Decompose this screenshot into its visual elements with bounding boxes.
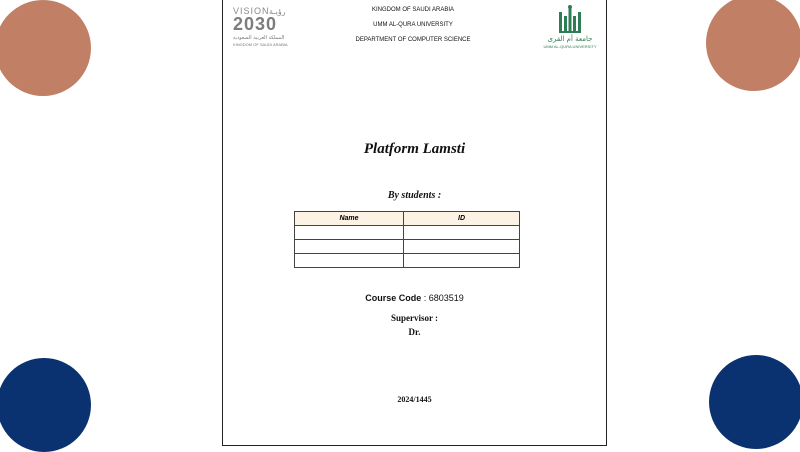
uqu-arabic-name: جامعة أم القرى (547, 35, 593, 43)
decor-circle-top-left (0, 0, 91, 96)
course-code-value: 6803519 (428, 293, 464, 303)
header-kingdom: KINGDOM OF SAUDI ARABIA (371, 7, 454, 13)
table-row (295, 254, 520, 268)
uqu-emblem-icon (557, 4, 583, 34)
column-header-id: ID (404, 212, 520, 226)
document-year: 2024/1445 (397, 395, 432, 404)
uqu-logo (537, 4, 603, 48)
table-row (295, 226, 520, 240)
by-students-heading: By students : (387, 190, 442, 201)
student-name-cell (295, 226, 404, 240)
column-header-name: Name (295, 212, 404, 226)
students-table (294, 211, 520, 268)
table-row (295, 240, 520, 254)
vision-arabic: رؤيـة (269, 7, 286, 16)
document-title: Platform Lamsti (363, 141, 466, 157)
course-code-line (223, 293, 606, 303)
vision-year: 2030 (233, 14, 278, 34)
decor-circle-top-right (706, 0, 800, 91)
header-department: DEPARTMENT OF COMPUTER SCIENCE (355, 37, 471, 43)
course-code-label: Course Code (365, 293, 422, 303)
vision-word: VISION (233, 6, 270, 16)
document-page (222, 0, 607, 446)
student-id-cell (404, 226, 520, 240)
decor-circle-bottom-left (0, 358, 91, 452)
vision-2030-logo (233, 6, 297, 48)
student-id-cell (404, 240, 520, 254)
document-header (313, 6, 513, 51)
vision-subtitle-arabic: المملكة العربية السعودية (233, 35, 285, 41)
supervisor-label: Supervisor : (390, 313, 439, 323)
student-name-cell (295, 240, 404, 254)
supervisor-name: Dr. (408, 327, 421, 337)
student-name-cell (295, 254, 404, 268)
header-university: UMM AL-QURA UNIVERSITY (373, 22, 453, 28)
uqu-english-name: UMM AL-QURA UNIVERSITY (543, 44, 597, 49)
table-header-row (295, 212, 520, 226)
decor-circle-bottom-right (709, 355, 800, 449)
student-id-cell (404, 254, 520, 268)
course-code-separator: : (421, 293, 429, 303)
vision-subtitle: KINGDOM OF SAUDI ARABIA (233, 42, 288, 47)
